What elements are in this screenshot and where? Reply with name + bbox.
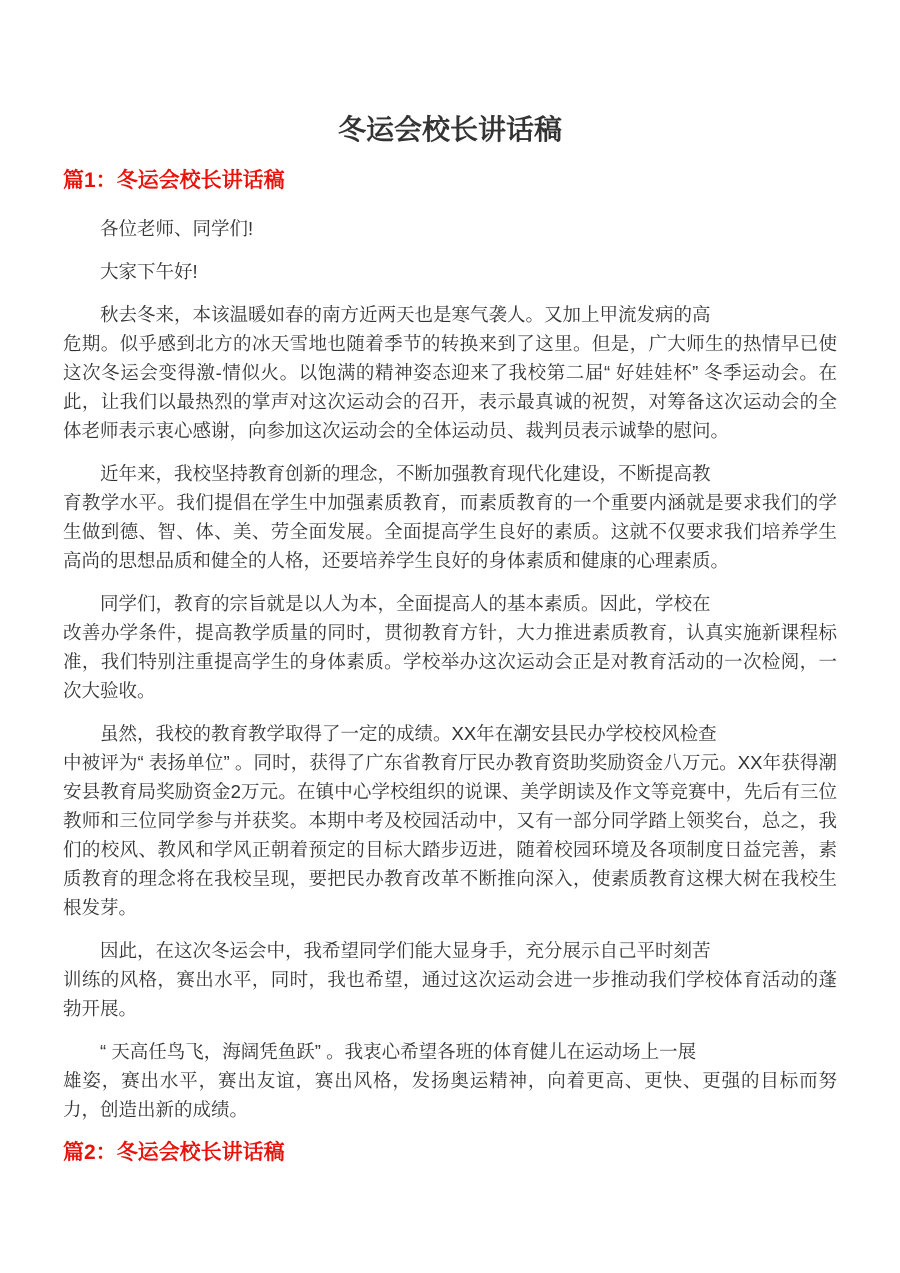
paragraph-continuation: 育教学水平。我们提倡在学生中加强素质教育，而素质教育的一个重要内涵就是要求我们的学生做到德、智、体、美、劳全面发展。全面提高学生良好的素质。这就不仅要求我们培养学生高尚的思想品质和健全的人格，还要培养学生良好的身体素质和健康的心理素质。 [63,492,837,571]
page-title: 冬运会校长讲话稿 [337,114,562,145]
paragraph-body [63,936,837,1023]
paragraph-first-line: 同学们，教育的宗旨就是以人为本，全面提高人的基本素质。因此，学校在 [100,593,711,614]
paragraph-continuation: 改善办学条件，提高教学质量的同时，贯彻教育方针，大力推进素质教育，认真实施新课程标准，我们特别注重提高学生的身体素质。学校举办这次运动会正是对教育活动的一次检阅，一次大验收。 [63,622,837,701]
paragraph-continuation: 训练的风格，赛出水平，同时，我也希望，通过这次运动会进一步推动我们学校体育活动的蓬勃开展。 [63,969,837,1019]
section-2-heading: 篇2：冬运会校长讲话稿 [63,1141,285,1164]
paragraph-greeting [63,214,837,243]
paragraph-body [63,1037,837,1124]
paragraph-continuation: 雄姿，赛出水平，赛出友谊，赛出风格，发扬奥运精神，向着更高、更快、更强的目标而努力，创造出新的成绩。 [63,1070,837,1120]
paragraph-first-line: 近年来，我校坚持教育创新的理念，不断加强教育现代化建设，不断提高教 [100,463,711,484]
section-1-heading: 篇1：冬运会校长讲话稿 [63,169,285,192]
paragraph-first-line: 大家下午好! [100,261,198,282]
paragraph-continuation: 中被评为“ 表扬单位” 。同时，获得了广东省教育厅民办教育资助奖励资金八万元。XX年获得潮安县教育局奖励资金2万元。在镇中心学校组织的说课、美学朗读及作文等竞赛中，先后有三位教师和三位同学参与并获奖。本期中考及校园活动中，又有一部分同学踏上领奖台，总之，我们的校风、教风和学风正朝着预定的目标大踏步迈进，随着校园环境及各项制度日益完善，素质教育的理念将在我校呈现，要把民办教育改革不断推向深入，使素质教育这棵大树在我校生根发芽。 [63,752,837,918]
paragraph-greeting-2 [63,257,837,286]
paragraph-first-line: 秋去冬来，本该温暖如春的南方近两天也是寒气袭人。又加上甲流发病的高 [100,304,711,325]
paragraph-first-line: “ 天高任鸟飞，海阔凭鱼跃” 。我衷心希望各班的体育健儿在运动场上一展 [100,1041,697,1062]
paragraph-first-line: 因此，在这次冬运会中，我希望同学们能大显身手，充分展示自己平时刻苦 [100,940,711,961]
paragraph-first-line: 虽然，我校的教育教学取得了一定的成绩。XX年在潮安县民办学校校风检查 [100,723,717,744]
paragraph-body [63,300,837,445]
paragraph-body [63,589,837,705]
paragraph-first-line: 各位老师、同学们! [100,218,254,239]
paragraph-body [63,459,837,575]
paragraph-continuation: 危期。似乎感到北方的冰天雪地也随着季节的转换来到了这里。但是，广大师生的热情早已使这次冬运会变得激-情似火。以饱满的精神姿态迎来了我校第二届“ 好娃娃杯” 冬季运动会。在此，让我们以最热烈的掌声对这次运动会的召开，表示最真诚的祝贺，对筹备这次运动会的全体老师表示衷心感谢，向参加这次运动会的全体运动员、裁判员表示诚挚的慰问。 [63,333,837,441]
paragraph-body [63,719,837,922]
